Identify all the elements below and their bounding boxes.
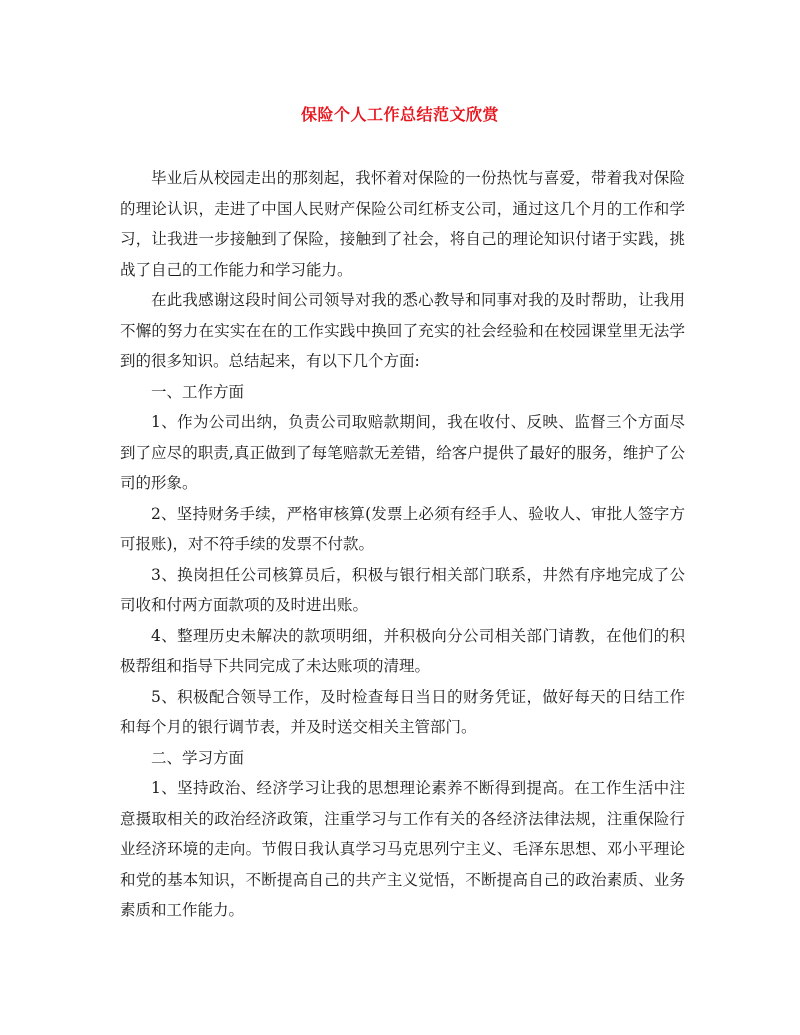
work-item-3: 3、换岗担任公司核算员后，积极与银行相关部门联系，井然有序地完成了公司收和付两方面款项的及时进出账。 — [120, 565, 685, 614]
study-item-1: 1、坚持政治、经济学习让我的思想理论素养不断得到提高。在工作生活中注意摄取相关的政治经济政策，注重学习与工作有关的各经济法律法规，注重保险行业经济环境的走向。节假日我认真学习马克思列宁主义、毛泽东思想、邓小平理论和党的基本知识，不断提高自己的共产主义觉悟，不断提高自己的政治素质、业务素质和工作能力。 — [120, 779, 685, 919]
paragraph-thanks: 在此我感谢这段时间公司领导对我的悉心教导和同事对我的及时帮助，让我用不懈的努力在实实在在的工作实践中换回了充实的社会经验和在校园课堂里无法学到的很多知识。总结起来，有以下几个方面: — [120, 291, 685, 370]
work-item-1: 1、作为公司出纳，负责公司取赔款期间，我在收付、反映、监督三个方面尽到了应尽的职责,真正做到了每笔赔款无差错，给客户提供了最好的服务，维护了公司的形象。 — [120, 413, 685, 492]
document-body — [120, 163, 685, 926]
document-title: 保险个人工作总结范文欣赏 — [300, 105, 499, 124]
section-heading-study: 二、学习方面 — [151, 748, 245, 767]
work-item-5: 5、积极配合领导工作，及时检查每日当日的财务凭证，做好每天的日结工作和每个月的银行调节表，并及时送交相关主管部门。 — [120, 687, 685, 736]
work-item-2: 2、坚持财务手续，严格审核算(发票上必须有经手人、验收人、审批人签字方可报账)，对不符手续的发票不付款。 — [120, 504, 685, 553]
work-item-4: 4、整理历史未解决的款项明细，并积极向分公司相关部门请教，在他们的积极帮组和指导下共同完成了未达账项的清理。 — [120, 626, 685, 675]
section-heading-work: 一、工作方面 — [151, 382, 245, 401]
paragraph-intro: 毕业后从校园走出的那刻起，我怀着对保险的一份热忱与喜爱，带着我对保险的理论认识，走进了中国人民财产保险公司红桥支公司，通过这几个月的工作和学习，让我进一步接触到了保险，接触到了社会，将自己的理论知识付诸于实践，挑战了自己的工作能力和学习能力。 — [120, 169, 685, 279]
